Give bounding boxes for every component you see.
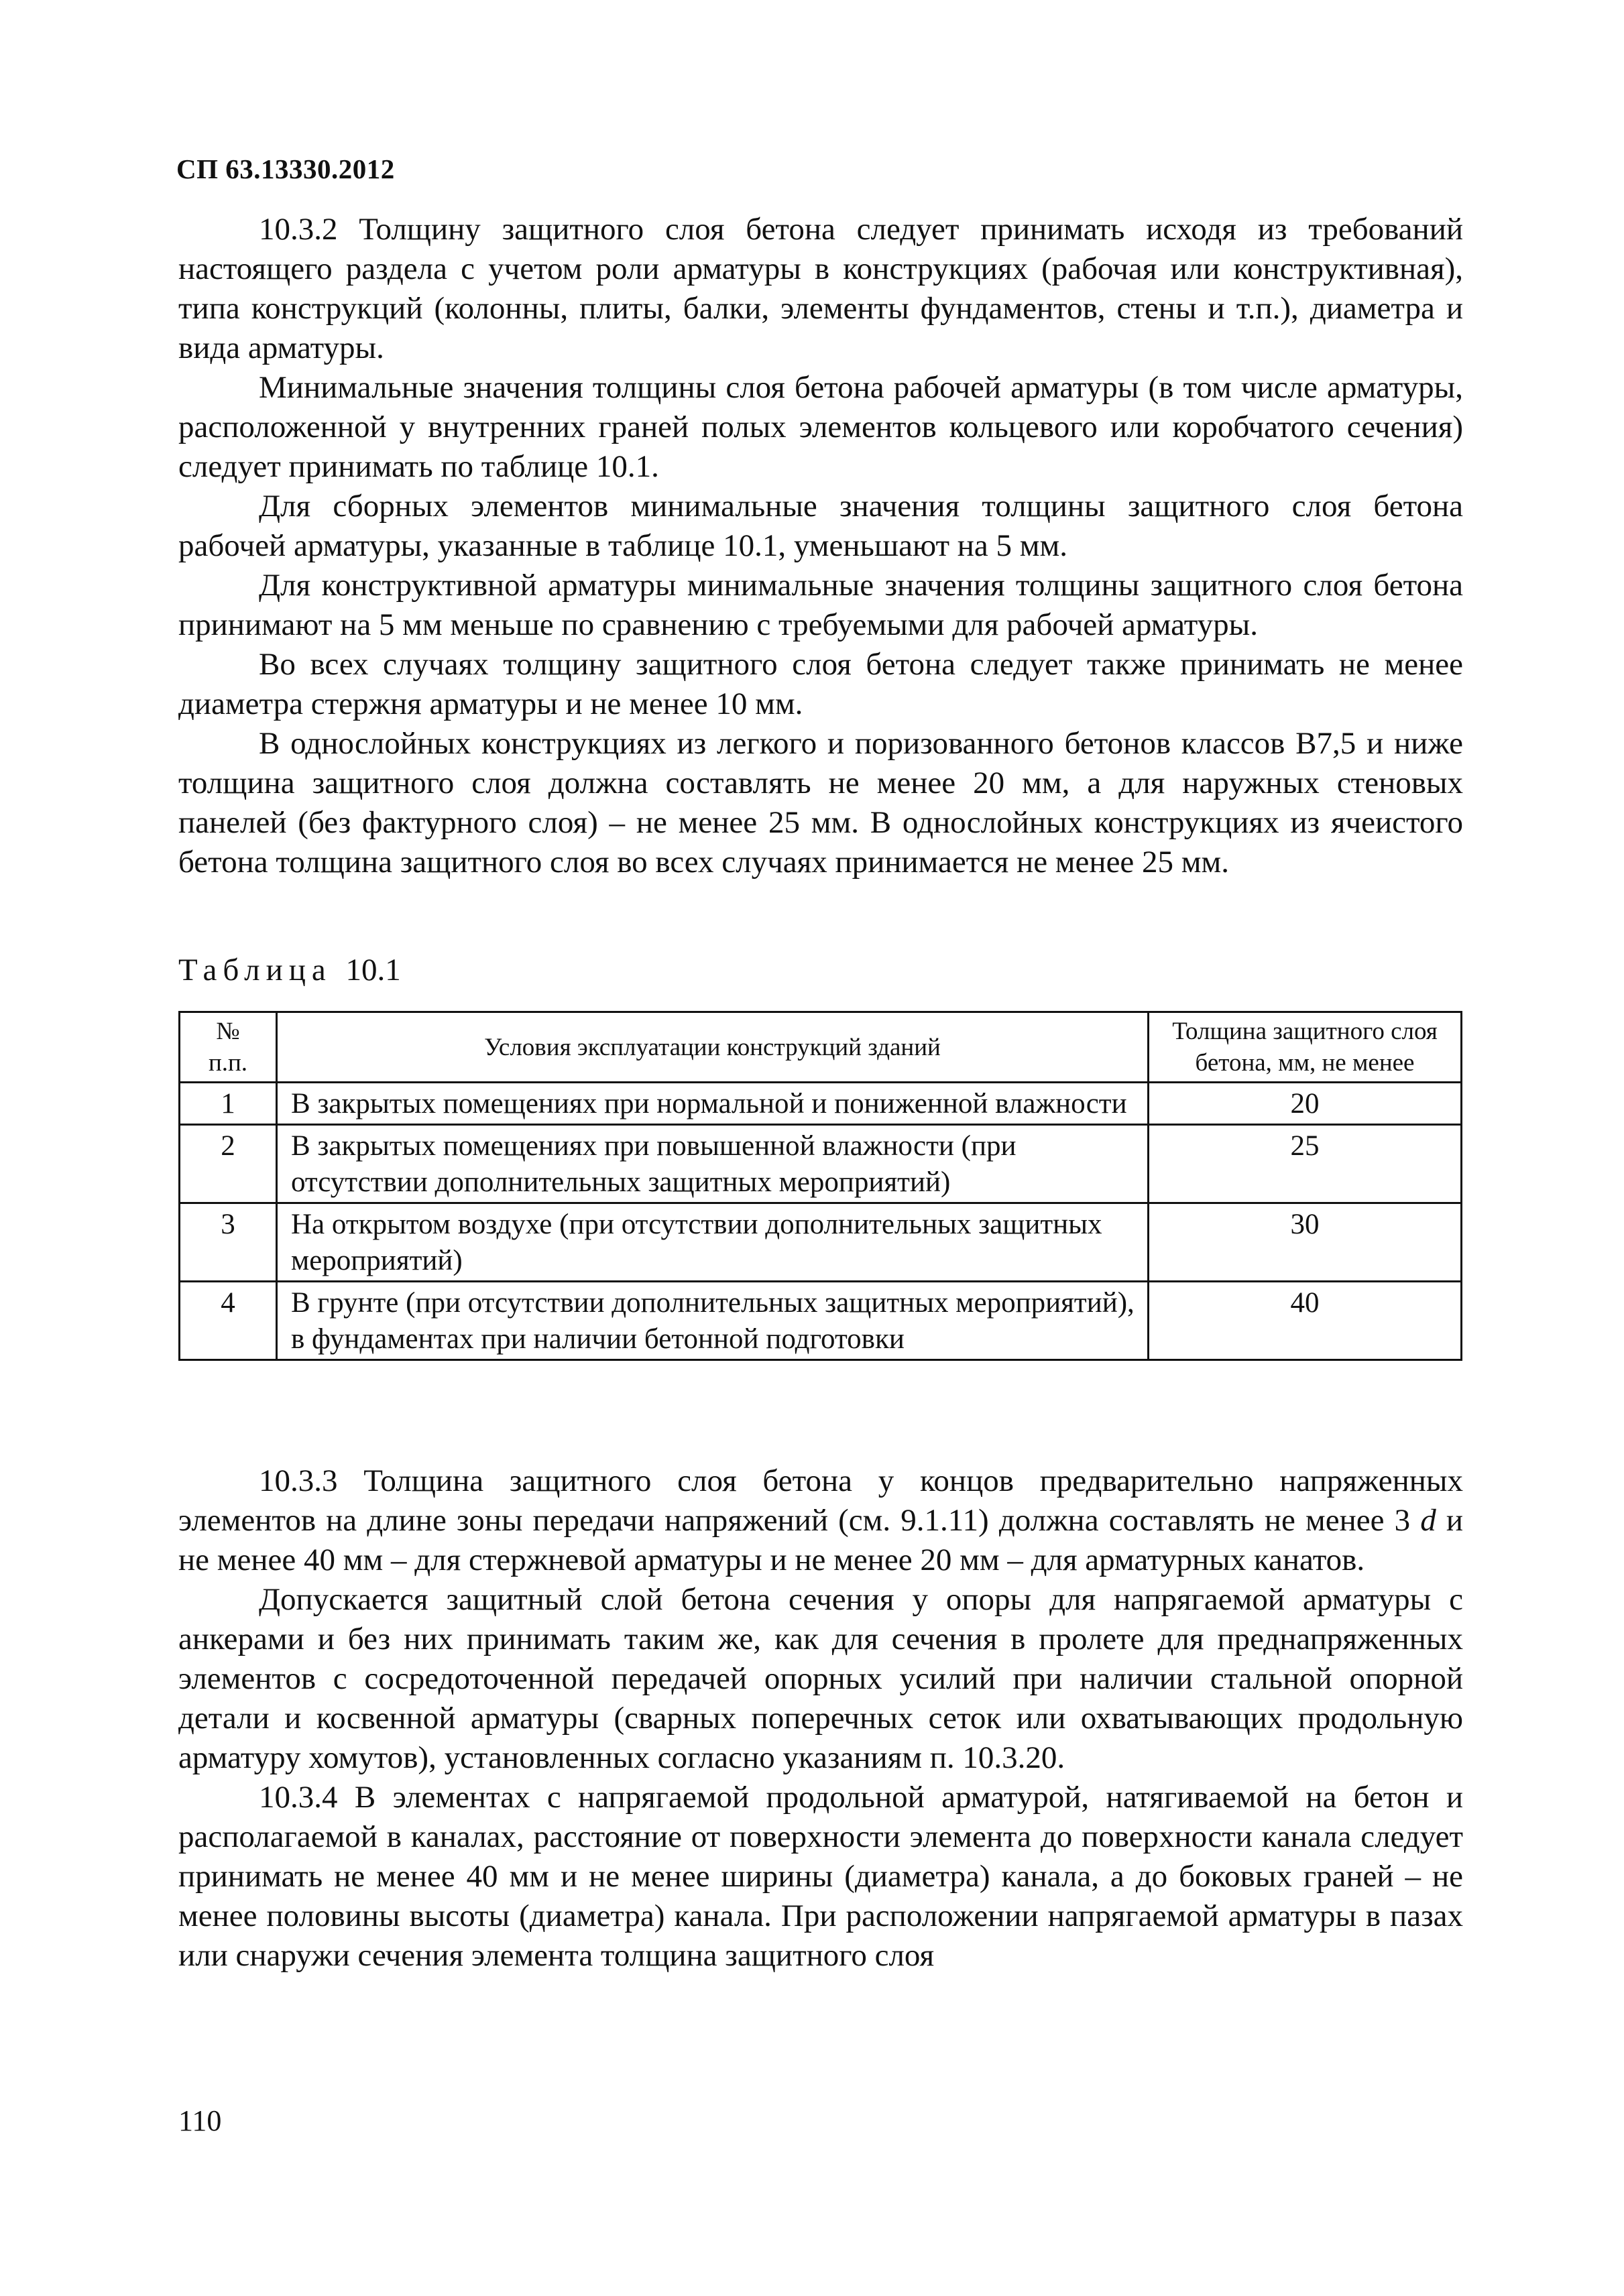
section-top	[178, 210, 1463, 882]
header-number-line1: №	[216, 1018, 240, 1045]
paragraph-10-3-2: 10.3.2 Толщину защитного слоя бетона следует принимать исходя из требований настоящего раздела с учетом роли арматуры в конструкциях (рабочая или конструктивная), типа конструкций (колонны, плиты, балки, элементы фундаментов, стены и т.п.), диаметра и вида арматуры.	[178, 212, 1463, 365]
table-row	[180, 1282, 1462, 1360]
p1-after: и не менее 40 мм – для стержневой арматуры и не менее 20 мм – для арматурных канатов.	[178, 1503, 1464, 1577]
table-row	[180, 1083, 1462, 1125]
row-number: 1	[180, 1083, 277, 1125]
header-thickness: Толщина защитного слоя бетона, мм, не менее	[1149, 1012, 1462, 1083]
table-row	[180, 1203, 1462, 1282]
table-row	[180, 1125, 1462, 1203]
paragraph-structural-rebar: Для конструктивной арматуры минимальные значения толщины защитного слоя бетона принимают на 5 мм меньше по сравнению с требуемыми для рабочей арматуры.	[178, 568, 1463, 642]
row-number: 2	[180, 1125, 277, 1203]
header-number	[180, 1012, 277, 1083]
document-code: СП 63.13330.2012	[176, 154, 395, 184]
section-bottom	[178, 1461, 1463, 1976]
row-thickness: 25	[1149, 1125, 1462, 1203]
row-thickness: 30	[1149, 1203, 1462, 1282]
paragraph-support-layer: Допускается защитный слой бетона сечения у опоры для напрягаемой арматуры с анкерами и без них принимать таким же, как для сечения в пролете для преднапряженных элементов с сосредоточенной передачей опорных усилий при наличии стальной опорной детали и косвенной арматуры (сварных поперечных сеток или охватывающих продольную арматуру хомутов), установленных согласно указаниям п. 10.3.20.	[178, 1582, 1463, 1775]
row-thickness: 40	[1149, 1282, 1462, 1360]
paragraph-10-3-4: 10.3.4 В элементах с напрягаемой продольной арматурой, натягиваемой на бетон и располагаемой в каналах, расстояние от поверхности элемента до поверхности канала следует принимать не менее 40 мм и не менее ширины (диаметра) канала, а до боковых граней – не менее половины высоты (диаметра) канала. При расположении напрягаемой арматуры в пазах или снаружи сечения элемента толщина защитного слоя	[178, 1780, 1463, 1973]
paragraph-precast: Для сборных элементов минимальные значения толщины защитного слоя бетона рабочей арматуры, указанные в таблице 10.1, уменьшают на 5 мм.	[178, 489, 1463, 563]
page-number: 110	[178, 2104, 222, 2137]
table-title	[178, 952, 401, 988]
row-condition: На открытом воздухе (при отсутствии дополнительных защитных мероприятий)	[277, 1203, 1149, 1282]
header-condition: Условия эксплуатации конструкций зданий	[277, 1012, 1149, 1083]
row-condition: В грунте (при отсутствии дополнительных защитных мероприятий), в фундаментах при наличии бетонной подготовки	[277, 1282, 1149, 1360]
row-thickness: 20	[1149, 1083, 1462, 1125]
paragraph-all-cases: Во всех случаях толщину защитного слоя бетона следует также принимать не менее диаметра стержня арматуры и не менее 10 мм.	[178, 647, 1463, 721]
header-number-line2: п.п.	[208, 1049, 248, 1077]
diameter-symbol: d	[1420, 1503, 1436, 1538]
row-number: 3	[180, 1203, 277, 1282]
p1-before: 10.3.3 Толщина защитного слоя бетона у концов предварительно напряженных элементов на длине зоны передачи напряжений (см. 9.1.11) должна составлять не менее 3	[178, 1463, 1463, 1538]
paragraph-min-values: Минимальные значения толщины слоя бетона рабочей арматуры (в том числе арматуры, расположенной у внутренних граней полых элементов кольцевого или коробчатого сечения) следует принимать по таблице 10.1.	[178, 370, 1463, 484]
row-condition: В закрытых помещениях при нормальной и пониженной влажности	[277, 1083, 1149, 1125]
row-condition: В закрытых помещениях при повышенной влажности (при отсутствии дополнительных защитных мероприятий)	[277, 1125, 1149, 1203]
paragraph-single-layer: В однослойных конструкциях из легкого и поризованного бетонов классов В7,5 и ниже толщина защитного слоя должна составлять не менее 20 мм, а для наружных стеновых панелей (без фактурного слоя) – не менее 25 мм. В однослойных конструкциях из ячеистого бетона толщина защитного слоя во всех случаях принимается не менее 25 мм.	[178, 726, 1463, 880]
protective-layer-table	[178, 1011, 1462, 1361]
row-number: 4	[180, 1282, 277, 1360]
table-title-word: Таблица	[178, 953, 332, 987]
paragraph-10-3-3	[178, 1461, 1463, 1580]
table-header-row	[180, 1012, 1462, 1083]
table-title-number: 10.1	[345, 953, 401, 987]
